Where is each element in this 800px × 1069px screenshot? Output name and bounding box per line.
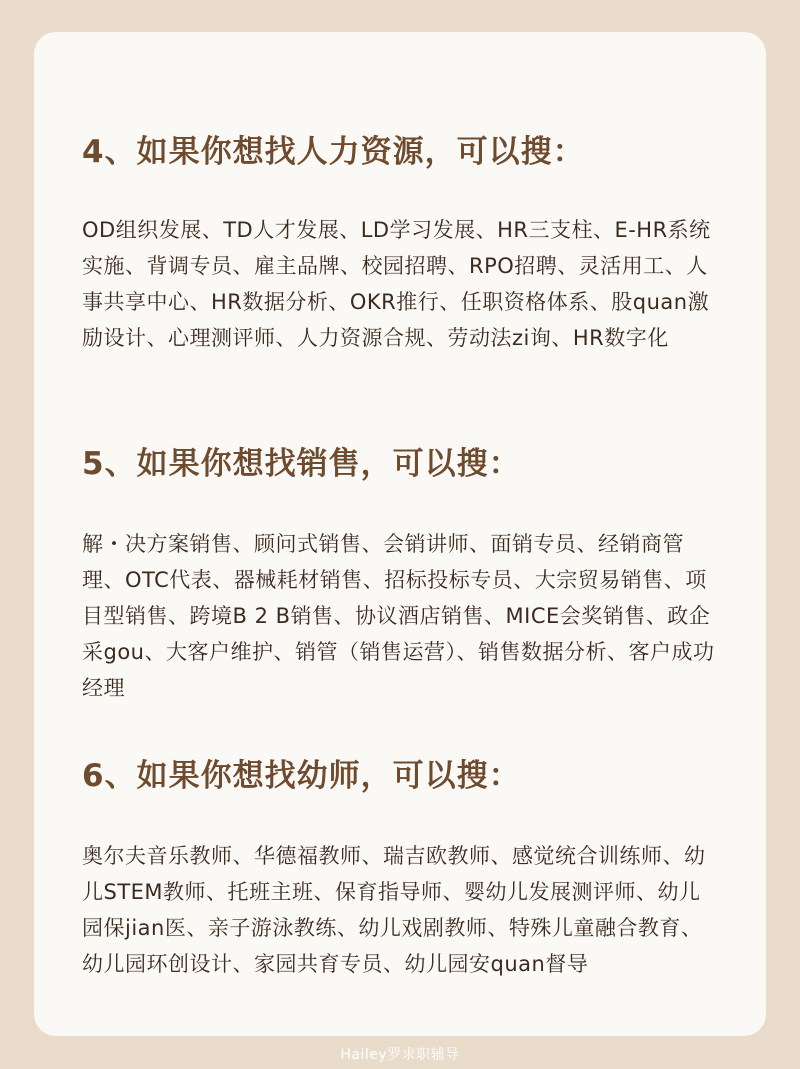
- content-card: [34, 32, 766, 1036]
- section-title-preschool-teacher: 6、如果你想找幼师，可以搜：: [82, 758, 521, 794]
- section-body-sales: 解・决方案销售、顾问式销售、会销讲师、面销专员、经销商管理、OTC代表、器械耗材销售、招标投标专员、大宗贸易销售、项目型销售、跨境B 2 B销售、协议酒店销售、MICE会奖销售、政企采gou、大客户维护、销管（销售运营）、销售数据分析、客户成功经理: [82, 532, 715, 700]
- section-body-preschool-teacher: 奥尔夫音乐教师、华德福教师、瑞吉欧教师、感觉统合训练师、幼儿STEM教师、托班主班、保育指导师、婴幼儿发展测评师、幼儿园保jian医、亲子游泳教练、幼儿戏剧教师、特殊儿童融合教育、幼儿园环创设计、家园共育专员、幼儿园安quan督导: [82, 844, 706, 976]
- section-title-hr: 4、如果你想找人力资源，可以搜：: [82, 134, 585, 170]
- watermark-text: Hailey罗求职辅导: [340, 1047, 460, 1063]
- section-title-sales: 5、如果你想找销售，可以搜：: [82, 446, 521, 482]
- section-body-hr: OD组织发展、TD人才发展、LD学习发展、HR三支柱、E-HR系统实施、背调专员、雇主品牌、校园招聘、RPO招聘、灵活用工、人事共享中心、HR数据分析、OKR推行、任职资格体系、股quan激励设计、心理测评师、人力资源合规、劳动法zi询、HR数字化: [82, 218, 711, 350]
